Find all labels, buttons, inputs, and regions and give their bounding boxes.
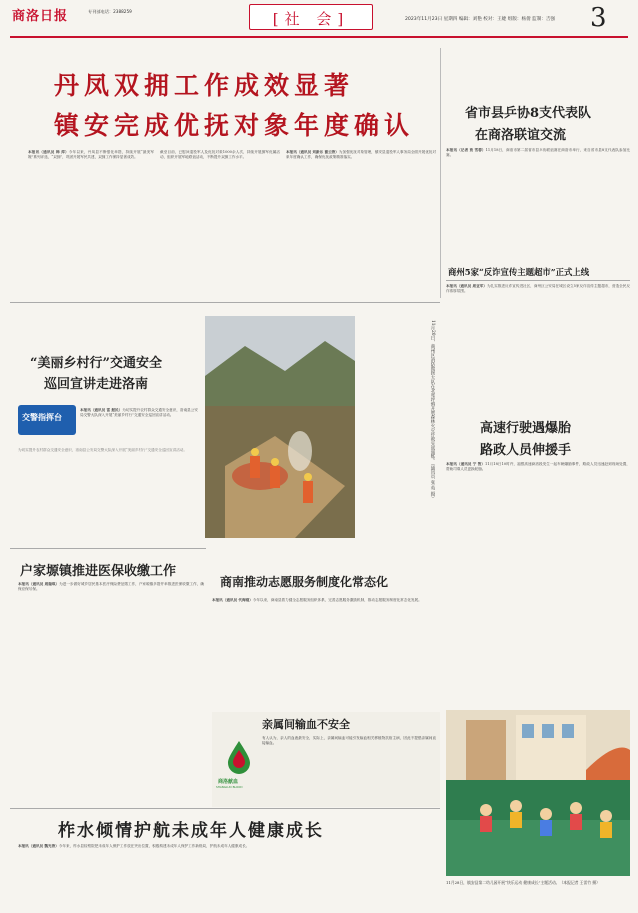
bottom-headline: 柞水倾情护航未成年人健康成长	[58, 821, 324, 841]
section-rule	[10, 302, 440, 303]
right2-rule	[446, 280, 630, 281]
blood-drop-icon	[220, 738, 258, 776]
bottom-body	[18, 844, 438, 910]
fire-drill-photo	[205, 316, 355, 538]
center-body	[212, 598, 440, 708]
right3-body	[446, 462, 630, 702]
blood-drop-logo	[220, 738, 258, 776]
kindergarten-caption-text: 11月28日，镇安县第二幼儿园开展“快乐运动 健康成长”主题活动。	[446, 880, 560, 885]
bottom-byline: 本报讯（通讯员 魏光涛）	[18, 844, 59, 848]
lead-column-1	[28, 150, 154, 300]
bottom-text: 今年来，柞水县检察院把未成年人保护工作放在突出位置，积极构建未成年人保护工作新格局，护航未成年人健康成长。	[58, 844, 250, 848]
photo-credit: （通讯员 张 英 摄）	[430, 463, 435, 501]
traffic-police-logo	[18, 405, 76, 435]
masthead	[0, 0, 638, 46]
lead-column-2	[160, 150, 280, 300]
section-rule-2	[10, 548, 206, 549]
kindergarten-illustration	[446, 710, 630, 876]
photo-caption-text: 11月20日，商州区消防救援大队在北宽坪镇开展森林火灾扑救实战演练。	[430, 320, 435, 464]
right3-text: 11月18日10时许，福银高速商洛段发生一起车辆爆胎事件，路政人员迅速赶到现场处置，帮助司乘人员更换轮胎。	[446, 462, 630, 472]
right1-body	[446, 148, 630, 258]
right3-byline: 本报讯（通讯员 宁 智）	[446, 462, 486, 466]
ad-headline: 亲属间输血不安全	[262, 718, 350, 731]
lead-text-1: 今年以来，丹凤县不断强化举措，持续开展“最美军嫂”系列评选，“双拥”，巩固开展军民共建，双拥工作保持显著成效。	[28, 150, 154, 160]
kindergarten-photo	[446, 710, 630, 876]
feature1-text: 为切实提升农村群众交通安全意识，洛南县公安局交警大队深入开展“美丽乡村行”交通安全巡回宣讲活动。	[80, 408, 198, 418]
right2-text: 为扎实推进反诈宣传进社区，商州区公安局在城区设立5家反诈宣传主题超市，营造全民反诈浓厚氛围。	[446, 284, 630, 294]
section-banner	[249, 4, 373, 30]
fire-drill-illustration	[205, 316, 355, 538]
photo-caption	[360, 320, 436, 530]
lead-headline-1: 丹凤双拥工作成效显著	[54, 71, 355, 100]
kindergarten-caption	[446, 880, 630, 910]
page-number: 3	[590, 3, 607, 33]
feature2-byline: 本报讯（通讯员 周瑞琪）	[18, 582, 60, 586]
feature1-body-text: 为切实提升农村群众交通安全意识，洛南县公安局交警大队深入开展“美丽乡村行”交通安全巡回宣讲活动。	[18, 448, 187, 452]
column-divider	[440, 48, 441, 298]
feature1-headline-2: 巡回宣讲走进洛南	[44, 377, 149, 392]
right1-byline: 本报讯（记者 贾 雪蓉）	[446, 148, 486, 152]
brand-subtitle: 专刊部电话：2388259	[88, 9, 132, 14]
right3-headline-1: 高速行驶遇爆胎	[480, 421, 572, 436]
blood-donation-box	[212, 712, 440, 807]
page-meta: 2023年11月23日 星期四 编辑：刘艳 校对：王婕 组版：杨倩 监制：吉强	[405, 17, 556, 22]
lead-text-3: 为加强优抚对象管理，镇安县退役军人事务局全面开展优抚对象年度确认工作，确保优抚政策精准落实。	[286, 150, 436, 160]
feature2-headline: 户家塬镇推进医保收缴工作	[20, 564, 177, 579]
right2-byline: 本报讯（通讯员 周亚军）	[446, 284, 487, 288]
lead-text-2: 截至目前，已慰问退役军人及优抚对象1000余人次，持续开展拥军优属活动，组织开展军地联谊活动，不断提升双拥工作水平。	[160, 150, 280, 160]
right1-text: 11月18日，商洛市第二届省市县乒协联谊赛在商洛市举行，来自省市县8支代表队参加比赛。	[446, 148, 630, 158]
right1-headline-1: 省市县乒协8支代表队	[465, 106, 592, 121]
lead-column-3	[286, 150, 436, 300]
feature1-intro	[80, 408, 198, 448]
masthead-rule	[10, 36, 628, 38]
feature2-text: 为进一步做好城乡居民基本医疗保险费征缴工作，户家塬镇多措并举推进医保收缴工作，确保应保尽保。	[18, 582, 204, 592]
kindergarten-credit: （本报记者 王雷竹 摄）	[559, 880, 600, 885]
feature1-byline: 本报讯（通讯员 雷 振民）	[80, 408, 123, 412]
section-name: [社 会]	[272, 10, 350, 28]
newspaper-brand: 商洛日报	[12, 9, 69, 24]
traffic-logo-text: 交警指挥台	[22, 413, 62, 422]
center-headline: 商南推动志愿服务制度化常态化	[220, 575, 389, 589]
ad-text: 有人认为，亲人的血液最安全，实际上，亲属间输血可能引发输血相关移植物抗宿主病，因此不提倡亲属间直接输血。	[262, 736, 436, 746]
right3-headline-2: 路政人员伸援手	[480, 443, 572, 458]
right2-body	[446, 284, 630, 412]
center-text: 今年以来，商南县着力健全志愿服务组织体系，完善志愿服务激励机制，推动志愿服务制度化常态化发展。	[252, 598, 422, 602]
right1-headline-2: 在商洛联谊交流	[475, 128, 567, 143]
feature1-headline-1: “美丽乡村行”交通安全	[30, 356, 162, 371]
feature1-body	[18, 448, 204, 544]
center-byline: 本报讯（通讯员 代海刚）	[212, 598, 253, 602]
lead-headline-2: 镇安完成优抚对象年度确认	[54, 111, 415, 140]
lead-byline-1: 本报讯（通讯员 韩 萍）	[28, 150, 69, 154]
feature2-body	[18, 582, 204, 752]
ad-org: 商洛献血	[218, 779, 239, 785]
ad-body	[262, 736, 436, 804]
lead-byline-3: 本报讯（通讯员 刘新乐 谢云涛）	[286, 150, 339, 154]
bottom-rule	[10, 808, 440, 809]
ad-org-en: SHANGLUO BLOOD	[216, 785, 243, 789]
right2-headline: 商州5家“反诈宣传主题超市”正式上线	[448, 267, 590, 277]
